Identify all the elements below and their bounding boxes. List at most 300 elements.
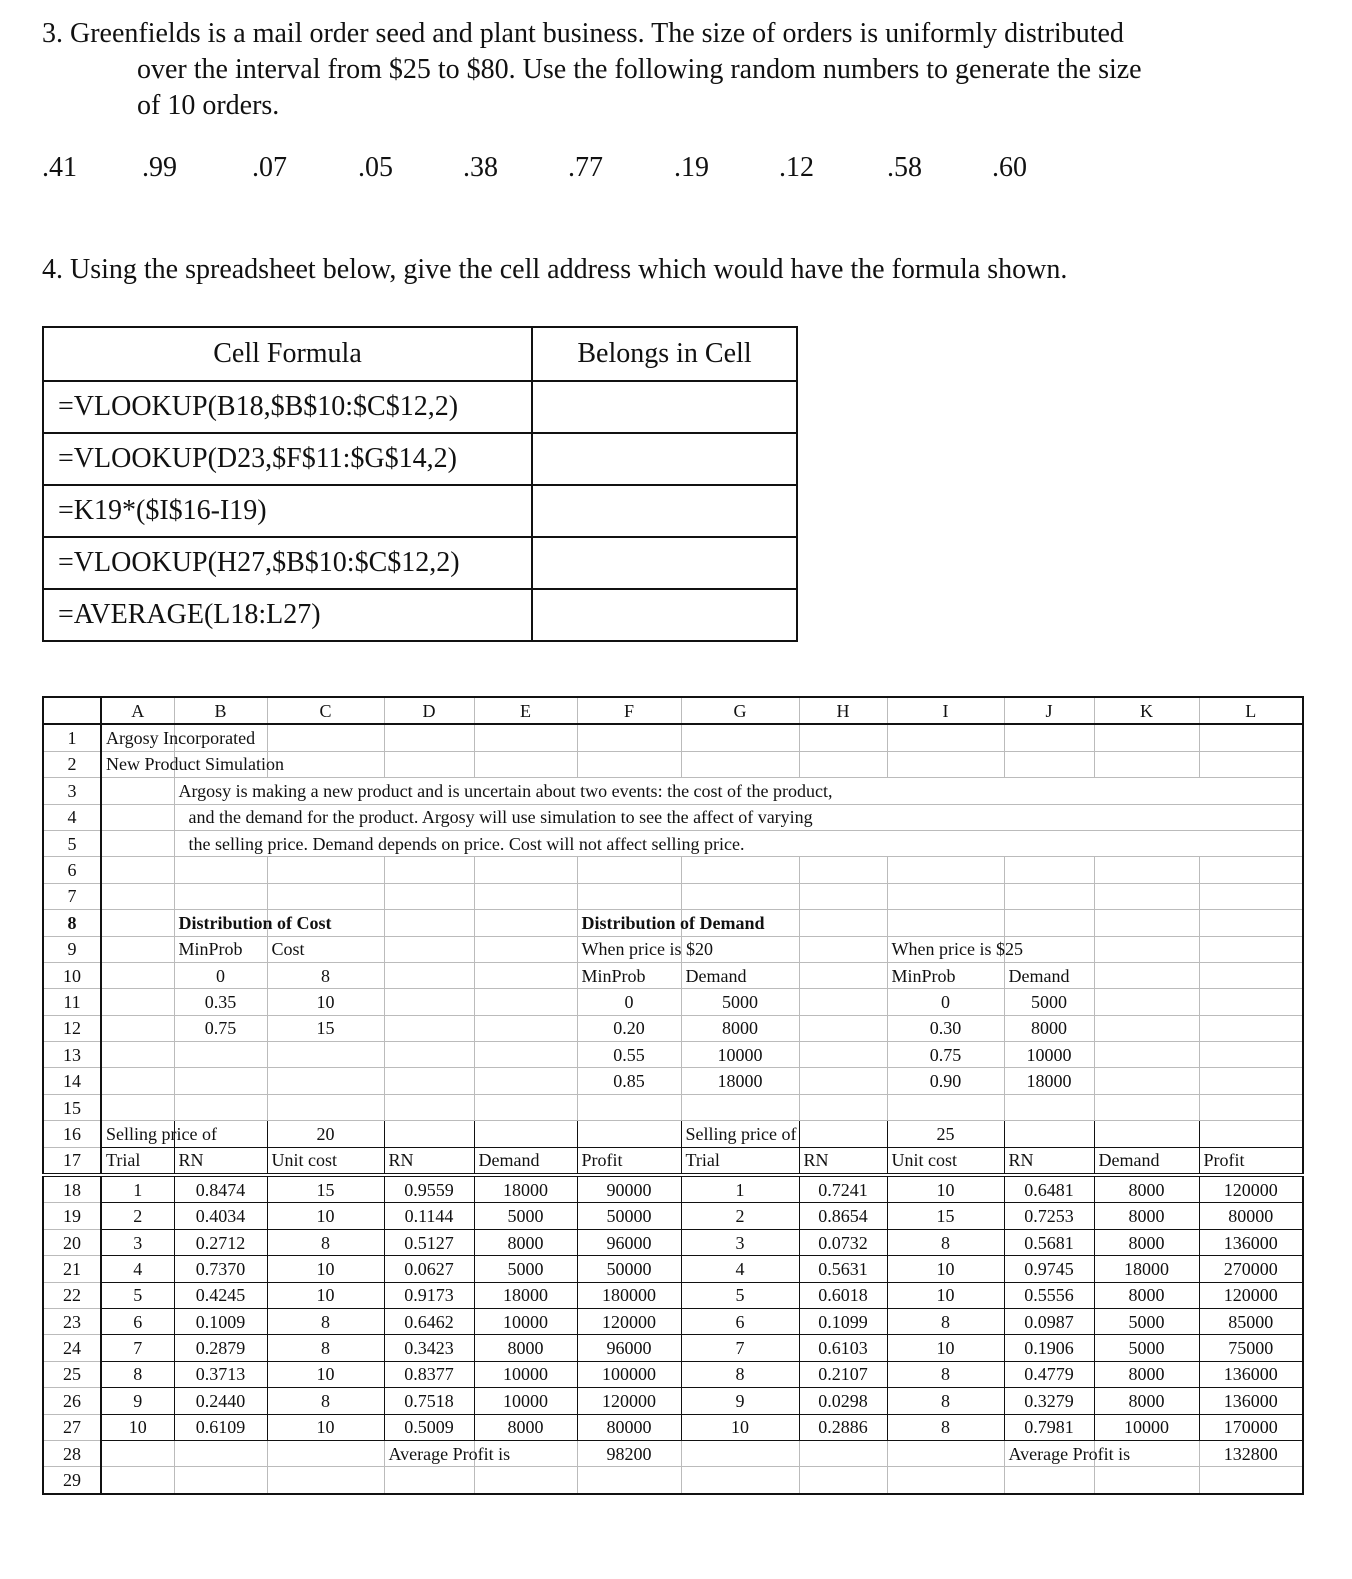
cell-l3[interactable] [1199, 778, 1303, 804]
row-header[interactable]: 17 [43, 1147, 101, 1175]
cell-j28[interactable]: Average Profit is [1004, 1440, 1094, 1466]
cell-h1[interactable] [799, 724, 887, 751]
cell-l20[interactable]: 136000 [1199, 1229, 1303, 1255]
cell-i8[interactable] [887, 910, 1004, 936]
cell-l26[interactable]: 136000 [1199, 1388, 1303, 1414]
cell-j29[interactable] [1004, 1467, 1094, 1494]
cell-g15[interactable] [681, 1094, 799, 1120]
cell-j21[interactable]: 0.9745 [1004, 1256, 1094, 1282]
cell-b9[interactable]: MinProb [174, 936, 267, 962]
cell-k17[interactable]: Demand [1094, 1147, 1199, 1175]
cell-e2[interactable] [474, 751, 577, 777]
cell-b21[interactable]: 0.7370 [174, 1256, 267, 1282]
cell-c19[interactable]: 10 [267, 1203, 384, 1229]
cell-k9[interactable] [1094, 936, 1199, 962]
cell-d19[interactable]: 0.1144 [384, 1203, 474, 1229]
cell-d22[interactable]: 0.9173 [384, 1282, 474, 1308]
cell-e11[interactable] [474, 989, 577, 1015]
cell-b8[interactable]: Distribution of Cost [174, 910, 267, 936]
cell-h23[interactable]: 0.1099 [799, 1308, 887, 1334]
cell-g4[interactable] [681, 804, 799, 830]
row-header[interactable]: 10 [43, 962, 101, 988]
cell-c23[interactable]: 8 [267, 1308, 384, 1334]
cell-e4[interactable] [474, 804, 577, 830]
cell-j17[interactable]: RN [1004, 1147, 1094, 1175]
cell-g17[interactable]: Trial [681, 1147, 799, 1175]
column-header-h[interactable]: H [799, 697, 887, 724]
cell-f18[interactable]: 90000 [577, 1175, 681, 1203]
cell-a29[interactable] [101, 1467, 174, 1494]
column-header-a[interactable]: A [101, 697, 174, 724]
cell-h14[interactable] [799, 1068, 887, 1094]
cell-i26[interactable]: 8 [887, 1388, 1004, 1414]
cell-a10[interactable] [101, 962, 174, 988]
cell-a4[interactable] [101, 804, 174, 830]
cell-g27[interactable]: 10 [681, 1414, 799, 1440]
cell-f3[interactable] [577, 778, 681, 804]
cell-f8[interactable]: Distribution of Demand [577, 910, 681, 936]
cell-a16[interactable]: Selling price of [101, 1121, 174, 1147]
cell-g20[interactable]: 3 [681, 1229, 799, 1255]
cell-e19[interactable]: 5000 [474, 1203, 577, 1229]
cell-l18[interactable]: 120000 [1199, 1175, 1303, 1203]
cell-e3[interactable] [474, 778, 577, 804]
cell-c29[interactable] [267, 1467, 384, 1494]
cell-f7[interactable] [577, 883, 681, 909]
cell-l23[interactable]: 85000 [1199, 1308, 1303, 1334]
cell-a20[interactable]: 3 [101, 1229, 174, 1255]
row-header[interactable]: 8 [43, 910, 101, 936]
cell-f12[interactable]: 0.20 [577, 1015, 681, 1041]
cell-a7[interactable] [101, 883, 174, 909]
cell-h27[interactable]: 0.2886 [799, 1414, 887, 1440]
cell-f9[interactable]: When price is $20 [577, 936, 681, 962]
cell-g18[interactable]: 1 [681, 1175, 799, 1203]
cell-j1[interactable] [1004, 724, 1094, 751]
cell-i27[interactable]: 8 [887, 1414, 1004, 1440]
cell-i25[interactable]: 8 [887, 1361, 1004, 1387]
cell-a8[interactable] [101, 910, 174, 936]
cell-h5[interactable] [799, 830, 887, 856]
cell-j10[interactable]: Demand [1004, 962, 1094, 988]
cell-f1[interactable] [577, 724, 681, 751]
cell-j24[interactable]: 0.1906 [1004, 1335, 1094, 1361]
cell-k12[interactable] [1094, 1015, 1199, 1041]
cell-k29[interactable] [1094, 1467, 1199, 1494]
cell-e23[interactable]: 10000 [474, 1308, 577, 1334]
cell-c14[interactable] [267, 1068, 384, 1094]
cell-d7[interactable] [384, 883, 474, 909]
cell-e24[interactable]: 8000 [474, 1335, 577, 1361]
cell-i11[interactable]: 0 [887, 989, 1004, 1015]
cell-k8[interactable] [1094, 910, 1199, 936]
cell-h7[interactable] [799, 883, 887, 909]
cell-c2[interactable] [267, 751, 384, 777]
cell-i28[interactable] [887, 1440, 1004, 1466]
cell-j25[interactable]: 0.4779 [1004, 1361, 1094, 1387]
cell-k7[interactable] [1094, 883, 1199, 909]
cell-h10[interactable] [799, 962, 887, 988]
cell-l14[interactable] [1199, 1068, 1303, 1094]
cell-d3[interactable] [384, 778, 474, 804]
cell-i17[interactable]: Unit cost [887, 1147, 1004, 1175]
cell-j18[interactable]: 0.6481 [1004, 1175, 1094, 1203]
cell-g22[interactable]: 5 [681, 1282, 799, 1308]
column-header-l[interactable]: L [1199, 697, 1303, 724]
column-header-j[interactable]: J [1004, 697, 1094, 724]
cell-f25[interactable]: 100000 [577, 1361, 681, 1387]
cell-c7[interactable] [267, 883, 384, 909]
cell-b12[interactable]: 0.75 [174, 1015, 267, 1041]
cell-l17[interactable]: Profit [1199, 1147, 1303, 1175]
cell-h21[interactable]: 0.5631 [799, 1256, 887, 1282]
cell-a28[interactable] [101, 1440, 174, 1466]
cell-a26[interactable]: 9 [101, 1388, 174, 1414]
cell-j19[interactable]: 0.7253 [1004, 1203, 1094, 1229]
cell-k2[interactable] [1094, 751, 1199, 777]
cell-b7[interactable] [174, 883, 267, 909]
cell-i15[interactable] [887, 1094, 1004, 1120]
cell-h17[interactable]: RN [799, 1147, 887, 1175]
cell-b11[interactable]: 0.35 [174, 989, 267, 1015]
cell-l24[interactable]: 75000 [1199, 1335, 1303, 1361]
cell-a13[interactable] [101, 1042, 174, 1068]
cell-e26[interactable]: 10000 [474, 1388, 577, 1414]
cell-c4[interactable] [267, 804, 384, 830]
cell-a15[interactable] [101, 1094, 174, 1120]
cell-a12[interactable] [101, 1015, 174, 1041]
cell-g7[interactable] [681, 883, 799, 909]
cell-i18[interactable]: 10 [887, 1175, 1004, 1203]
cell-k21[interactable]: 18000 [1094, 1256, 1199, 1282]
cell-i1[interactable] [887, 724, 1004, 751]
cell-g1[interactable] [681, 724, 799, 751]
cell-b24[interactable]: 0.2879 [174, 1335, 267, 1361]
cell-d11[interactable] [384, 989, 474, 1015]
cell-b6[interactable] [174, 857, 267, 883]
cell-c6[interactable] [267, 857, 384, 883]
cell-g26[interactable]: 9 [681, 1388, 799, 1414]
cell-f17[interactable]: Profit [577, 1147, 681, 1175]
cell-k6[interactable] [1094, 857, 1199, 883]
cell-h3[interactable] [799, 778, 887, 804]
cell-e7[interactable] [474, 883, 577, 909]
cell-g11[interactable]: 5000 [681, 989, 799, 1015]
cell-e21[interactable]: 5000 [474, 1256, 577, 1282]
cell-i23[interactable]: 8 [887, 1308, 1004, 1334]
cell-i10[interactable]: MinProb [887, 962, 1004, 988]
cell-d29[interactable] [384, 1467, 474, 1494]
cell-g16[interactable]: Selling price of [681, 1121, 799, 1147]
cell-h24[interactable]: 0.6103 [799, 1335, 887, 1361]
cell-k19[interactable]: 8000 [1094, 1203, 1199, 1229]
cell-a11[interactable] [101, 989, 174, 1015]
cell-j16[interactable] [1004, 1121, 1094, 1147]
cell-g3[interactable] [681, 778, 799, 804]
cell-l1[interactable] [1199, 724, 1303, 751]
cell-h20[interactable]: 0.0732 [799, 1229, 887, 1255]
cell-d4[interactable] [384, 804, 474, 830]
column-header-c[interactable]: C [267, 697, 384, 724]
cell-j2[interactable] [1004, 751, 1094, 777]
cell-d16[interactable] [384, 1121, 474, 1147]
cell-j15[interactable] [1004, 1094, 1094, 1120]
cell-k5[interactable] [1094, 830, 1199, 856]
cell-d9[interactable] [384, 936, 474, 962]
cell-j3[interactable] [1004, 778, 1094, 804]
cell-i20[interactable]: 8 [887, 1229, 1004, 1255]
column-header-e[interactable]: E [474, 697, 577, 724]
cell-h15[interactable] [799, 1094, 887, 1120]
cell-b18[interactable]: 0.8474 [174, 1175, 267, 1203]
cell-i7[interactable] [887, 883, 1004, 909]
column-header-d[interactable]: D [384, 697, 474, 724]
cell-g19[interactable]: 2 [681, 1203, 799, 1229]
cell-f20[interactable]: 96000 [577, 1229, 681, 1255]
cell-g14[interactable]: 18000 [681, 1068, 799, 1094]
cell-e14[interactable] [474, 1068, 577, 1094]
cell-c22[interactable]: 10 [267, 1282, 384, 1308]
cell-g12[interactable]: 8000 [681, 1015, 799, 1041]
cell-j26[interactable]: 0.3279 [1004, 1388, 1094, 1414]
cell-e15[interactable] [474, 1094, 577, 1120]
cell-i2[interactable] [887, 751, 1004, 777]
cell-a25[interactable]: 8 [101, 1361, 174, 1387]
cell-e6[interactable] [474, 857, 577, 883]
cell-l13[interactable] [1199, 1042, 1303, 1068]
cell-k18[interactable]: 8000 [1094, 1175, 1199, 1203]
cell-l6[interactable] [1199, 857, 1303, 883]
row-header[interactable]: 16 [43, 1121, 101, 1147]
cell-b20[interactable]: 0.2712 [174, 1229, 267, 1255]
cell-j7[interactable] [1004, 883, 1094, 909]
cell-c18[interactable]: 15 [267, 1175, 384, 1203]
cell-b26[interactable]: 0.2440 [174, 1388, 267, 1414]
row-header[interactable]: 26 [43, 1388, 101, 1414]
cell-i16[interactable]: 25 [887, 1121, 1004, 1147]
cell-h25[interactable]: 0.2107 [799, 1361, 887, 1387]
cell-d15[interactable] [384, 1094, 474, 1120]
cell-d6[interactable] [384, 857, 474, 883]
row-header[interactable]: 28 [43, 1440, 101, 1466]
cell-a14[interactable] [101, 1068, 174, 1094]
corner-cell[interactable] [43, 697, 101, 724]
cell-j27[interactable]: 0.7981 [1004, 1414, 1094, 1440]
cell-f13[interactable]: 0.55 [577, 1042, 681, 1068]
cell-b19[interactable]: 0.4034 [174, 1203, 267, 1229]
cell-h16[interactable] [799, 1121, 887, 1147]
cell-g23[interactable]: 6 [681, 1308, 799, 1334]
cell-j23[interactable]: 0.0987 [1004, 1308, 1094, 1334]
cell-g25[interactable]: 8 [681, 1361, 799, 1387]
cell-j14[interactable]: 18000 [1004, 1068, 1094, 1094]
cell-a6[interactable] [101, 857, 174, 883]
cell-g10[interactable]: Demand [681, 962, 799, 988]
cell-f23[interactable]: 120000 [577, 1308, 681, 1334]
cell-f6[interactable] [577, 857, 681, 883]
cell-j5[interactable] [1004, 830, 1094, 856]
cell-f24[interactable]: 96000 [577, 1335, 681, 1361]
cell-h22[interactable]: 0.6018 [799, 1282, 887, 1308]
cell-h18[interactable]: 0.7241 [799, 1175, 887, 1203]
cell-d8[interactable] [384, 910, 474, 936]
cell-c11[interactable]: 10 [267, 989, 384, 1015]
cell-h9[interactable] [799, 936, 887, 962]
row-header[interactable]: 25 [43, 1361, 101, 1387]
cell-k27[interactable]: 10000 [1094, 1414, 1199, 1440]
cell-c20[interactable]: 8 [267, 1229, 384, 1255]
cell-d18[interactable]: 0.9559 [384, 1175, 474, 1203]
cell-h8[interactable] [799, 910, 887, 936]
cell-c21[interactable]: 10 [267, 1256, 384, 1282]
cell-e10[interactable] [474, 962, 577, 988]
cell-d27[interactable]: 0.5009 [384, 1414, 474, 1440]
cell-d26[interactable]: 0.7518 [384, 1388, 474, 1414]
cell-b29[interactable] [174, 1467, 267, 1494]
cell-h12[interactable] [799, 1015, 887, 1041]
answer-cell[interactable] [532, 537, 797, 589]
cell-k10[interactable] [1094, 962, 1199, 988]
cell-l27[interactable]: 170000 [1199, 1414, 1303, 1440]
cell-l22[interactable]: 120000 [1199, 1282, 1303, 1308]
row-header[interactable]: 15 [43, 1094, 101, 1120]
cell-j4[interactable] [1004, 804, 1094, 830]
cell-l7[interactable] [1199, 883, 1303, 909]
cell-l4[interactable] [1199, 804, 1303, 830]
row-header[interactable]: 11 [43, 989, 101, 1015]
cell-c24[interactable]: 8 [267, 1335, 384, 1361]
cell-f14[interactable]: 0.85 [577, 1068, 681, 1094]
cell-d25[interactable]: 0.8377 [384, 1361, 474, 1387]
cell-b25[interactable]: 0.3713 [174, 1361, 267, 1387]
cell-b1[interactable] [174, 724, 267, 751]
cell-e12[interactable] [474, 1015, 577, 1041]
cell-k23[interactable]: 5000 [1094, 1308, 1199, 1334]
row-header[interactable]: 21 [43, 1256, 101, 1282]
column-header-i[interactable]: I [887, 697, 1004, 724]
cell-c10[interactable]: 8 [267, 962, 384, 988]
cell-a3[interactable] [101, 778, 174, 804]
cell-h11[interactable] [799, 989, 887, 1015]
cell-d1[interactable] [384, 724, 474, 751]
cell-b22[interactable]: 0.4245 [174, 1282, 267, 1308]
cell-i14[interactable]: 0.90 [887, 1068, 1004, 1094]
cell-h4[interactable] [799, 804, 887, 830]
cell-c9[interactable]: Cost [267, 936, 384, 962]
cell-a9[interactable] [101, 936, 174, 962]
cell-d17[interactable]: RN [384, 1147, 474, 1175]
cell-j13[interactable]: 10000 [1004, 1042, 1094, 1068]
cell-k1[interactable] [1094, 724, 1199, 751]
cell-b10[interactable]: 0 [174, 962, 267, 988]
cell-c25[interactable]: 10 [267, 1361, 384, 1387]
cell-c13[interactable] [267, 1042, 384, 1068]
cell-d21[interactable]: 0.0627 [384, 1256, 474, 1282]
cell-k20[interactable]: 8000 [1094, 1229, 1199, 1255]
cell-k22[interactable]: 8000 [1094, 1282, 1199, 1308]
cell-d10[interactable] [384, 962, 474, 988]
cell-g5[interactable] [681, 830, 799, 856]
cell-a27[interactable]: 10 [101, 1414, 174, 1440]
cell-b13[interactable] [174, 1042, 267, 1068]
cell-i21[interactable]: 10 [887, 1256, 1004, 1282]
cell-c28[interactable] [267, 1440, 384, 1466]
cell-l2[interactable] [1199, 751, 1303, 777]
cell-i29[interactable] [887, 1467, 1004, 1494]
cell-i12[interactable]: 0.30 [887, 1015, 1004, 1041]
answer-cell[interactable] [532, 589, 797, 641]
cell-a22[interactable]: 5 [101, 1282, 174, 1308]
cell-b5[interactable]: the selling price. Demand depends on price. Cost will not affect selling price. [174, 830, 267, 856]
cell-e5[interactable] [474, 830, 577, 856]
cell-i4[interactable] [887, 804, 1004, 830]
cell-h2[interactable] [799, 751, 887, 777]
cell-k11[interactable] [1094, 989, 1199, 1015]
cell-j12[interactable]: 8000 [1004, 1015, 1094, 1041]
cell-j20[interactable]: 0.5681 [1004, 1229, 1094, 1255]
answer-cell[interactable] [532, 381, 797, 433]
cell-d24[interactable]: 0.3423 [384, 1335, 474, 1361]
cell-f4[interactable] [577, 804, 681, 830]
cell-e9[interactable] [474, 936, 577, 962]
cell-c16[interactable]: 20 [267, 1121, 384, 1147]
cell-g24[interactable]: 7 [681, 1335, 799, 1361]
cell-f10[interactable]: MinProb [577, 962, 681, 988]
cell-j22[interactable]: 0.5556 [1004, 1282, 1094, 1308]
cell-l5[interactable] [1199, 830, 1303, 856]
cell-k15[interactable] [1094, 1094, 1199, 1120]
cell-i9[interactable]: When price is $25 [887, 936, 1004, 962]
row-header[interactable]: 19 [43, 1203, 101, 1229]
cell-g29[interactable] [681, 1467, 799, 1494]
cell-b4[interactable]: and the demand for the product. Argosy will use simulation to see the affect of varying [174, 804, 267, 830]
cell-e25[interactable]: 10000 [474, 1361, 577, 1387]
cell-b3[interactable]: Argosy is making a new product and is uncertain about two events: the cost of the product, [174, 778, 267, 804]
cell-l16[interactable] [1199, 1121, 1303, 1147]
cell-k26[interactable]: 8000 [1094, 1388, 1199, 1414]
cell-g6[interactable] [681, 857, 799, 883]
cell-c17[interactable]: Unit cost [267, 1147, 384, 1175]
cell-k13[interactable] [1094, 1042, 1199, 1068]
row-header[interactable]: 14 [43, 1068, 101, 1094]
row-header[interactable]: 13 [43, 1042, 101, 1068]
cell-h28[interactable] [799, 1440, 887, 1466]
cell-a23[interactable]: 6 [101, 1308, 174, 1334]
cell-f15[interactable] [577, 1094, 681, 1120]
row-header[interactable]: 1 [43, 724, 101, 751]
cell-d20[interactable]: 0.5127 [384, 1229, 474, 1255]
cell-a1[interactable]: Argosy Incorporated [101, 724, 174, 751]
cell-l12[interactable] [1199, 1015, 1303, 1041]
cell-l21[interactable]: 270000 [1199, 1256, 1303, 1282]
row-header[interactable]: 7 [43, 883, 101, 909]
cell-f19[interactable]: 50000 [577, 1203, 681, 1229]
cell-h6[interactable] [799, 857, 887, 883]
cell-f21[interactable]: 50000 [577, 1256, 681, 1282]
cell-k24[interactable]: 5000 [1094, 1335, 1199, 1361]
cell-j6[interactable] [1004, 857, 1094, 883]
cell-e1[interactable] [474, 724, 577, 751]
cell-e29[interactable] [474, 1467, 577, 1494]
cell-e27[interactable]: 8000 [474, 1414, 577, 1440]
cell-f5[interactable] [577, 830, 681, 856]
cell-b23[interactable]: 0.1009 [174, 1308, 267, 1334]
cell-a21[interactable]: 4 [101, 1256, 174, 1282]
row-header[interactable]: 3 [43, 778, 101, 804]
cell-d14[interactable] [384, 1068, 474, 1094]
cell-l25[interactable]: 136000 [1199, 1361, 1303, 1387]
cell-c3[interactable] [267, 778, 384, 804]
